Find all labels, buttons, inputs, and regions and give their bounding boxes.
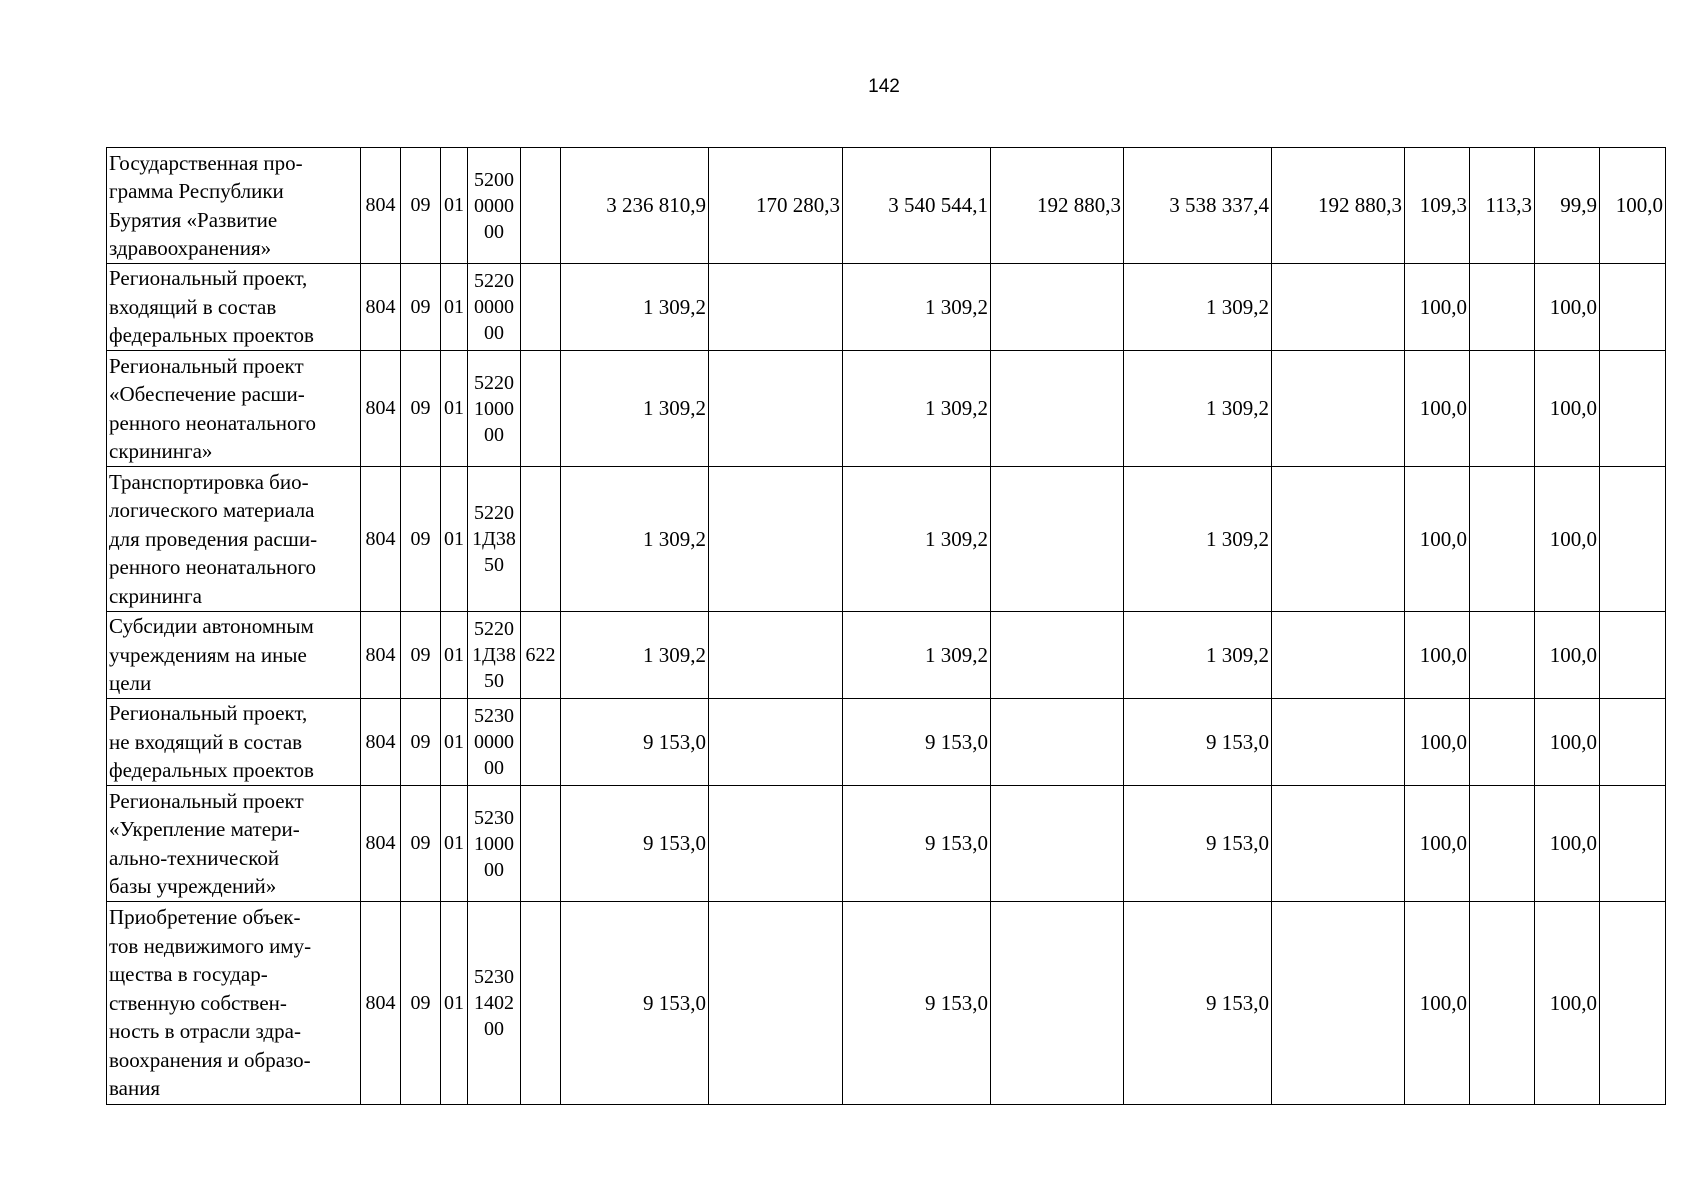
percent-cell-p1: 100,0 xyxy=(1405,612,1470,699)
target-article-cell xyxy=(468,786,521,902)
row-name-line: здравоохранения» xyxy=(109,236,272,260)
row-name-line: воохранения и образо- xyxy=(109,1047,311,1072)
page-number: 142 xyxy=(868,76,900,97)
row-name-line: «Укрепление матери- xyxy=(109,817,300,841)
target-article-part: 1Д38 xyxy=(472,528,516,550)
amount-cell-v2 xyxy=(709,351,843,467)
amount-cell-v4: 192 880,3 xyxy=(991,148,1124,264)
target-article-part: 5230 xyxy=(474,806,514,829)
subsection-cell: 01 xyxy=(441,351,468,467)
amount-cell-v3: 1 309,2 xyxy=(843,467,991,612)
row-name-cell xyxy=(107,148,361,264)
amount-cell-v2: 170 280,3 xyxy=(709,148,843,264)
subsection-cell: 01 xyxy=(441,264,468,351)
amount-cell-v6 xyxy=(1272,264,1405,351)
section-cell: 09 xyxy=(401,612,441,699)
row-name-line: Приобретение объек- xyxy=(109,905,301,930)
percent-cell-p1: 100,0 xyxy=(1405,902,1470,1105)
expense-type-cell xyxy=(521,786,561,902)
target-article-part: 5230 xyxy=(474,966,514,988)
percent-cell-p2 xyxy=(1470,351,1535,467)
subsection-cell: 01 xyxy=(441,467,468,612)
target-article-part: 00 xyxy=(484,423,504,446)
row-name-line: федеральных проектов xyxy=(109,323,314,348)
target-article-part: 00 xyxy=(484,1018,504,1040)
row-name-line: Бурятия «Развитие xyxy=(109,207,278,232)
expense-type-cell xyxy=(521,467,561,612)
row-name-line: федеральных проектов xyxy=(109,758,314,783)
amount-cell-v5: 1 309,2 xyxy=(1124,264,1272,351)
row-name-cell xyxy=(107,264,361,351)
percent-cell-p3: 100,0 xyxy=(1535,612,1600,699)
target-article-part: 1402 xyxy=(474,992,514,1014)
amount-cell-v3: 9 153,0 xyxy=(843,786,991,902)
target-article-part: 00 xyxy=(484,220,504,243)
amount-cell-v5: 9 153,0 xyxy=(1124,786,1272,902)
percent-cell-p2: 113,3 xyxy=(1470,148,1535,264)
row-name-cell xyxy=(107,786,361,902)
table-row xyxy=(107,351,1666,467)
row-name-line: «Обеспечение расши- xyxy=(109,382,305,406)
expense-type-cell xyxy=(521,148,561,264)
amount-cell-v6 xyxy=(1272,612,1405,699)
row-name-line: Транспортировка био- xyxy=(109,469,309,494)
expense-type-cell xyxy=(521,264,561,351)
row-name-line: логического материала xyxy=(109,498,315,523)
grbs-cell: 804 xyxy=(361,786,401,902)
target-article-part: 0000 xyxy=(474,731,514,753)
section-cell: 09 xyxy=(401,467,441,612)
section-cell: 09 xyxy=(401,351,441,467)
amount-cell-v4 xyxy=(991,786,1124,902)
grbs-cell: 804 xyxy=(361,264,401,351)
percent-cell-p4 xyxy=(1600,612,1666,699)
percent-cell-p3: 100,0 xyxy=(1535,264,1600,351)
target-article-part: 0000 xyxy=(474,296,514,318)
amount-cell-v2 xyxy=(709,786,843,902)
subsection-cell: 01 xyxy=(441,786,468,902)
subsection-cell: 01 xyxy=(441,148,468,264)
target-article-part: 00 xyxy=(484,757,504,779)
row-name-line: учреждениям на иные xyxy=(109,642,307,667)
amount-cell-v6 xyxy=(1272,467,1405,612)
amount-cell-v2 xyxy=(709,902,843,1105)
amount-cell-v4 xyxy=(991,902,1124,1105)
budget-table xyxy=(106,147,1666,1105)
target-article-cell xyxy=(468,699,521,786)
amount-cell-v6: 192 880,3 xyxy=(1272,148,1405,264)
target-article-cell xyxy=(468,902,521,1105)
amount-cell-v5: 3 538 337,4 xyxy=(1124,148,1272,264)
row-name-line: грамма Республики xyxy=(109,179,284,203)
row-name-line: для проведения расши- xyxy=(109,526,318,551)
table-row xyxy=(107,467,1666,612)
table-row xyxy=(107,264,1666,351)
target-article-part: 00 xyxy=(484,322,504,344)
percent-cell-p3: 100,0 xyxy=(1535,699,1600,786)
row-name-line: ственную собствен- xyxy=(109,990,287,1015)
percent-cell-p3: 99,9 xyxy=(1535,148,1600,264)
table-row xyxy=(107,786,1666,902)
percent-cell-p4 xyxy=(1600,264,1666,351)
row-name-line: Субсидии автономным xyxy=(109,614,314,639)
row-name-cell xyxy=(107,902,361,1105)
row-name-cell xyxy=(107,699,361,786)
percent-cell-p2 xyxy=(1470,902,1535,1105)
amount-cell-v5: 9 153,0 xyxy=(1124,902,1272,1105)
percent-cell-p2 xyxy=(1470,612,1535,699)
percent-cell-p4 xyxy=(1600,699,1666,786)
target-article-cell xyxy=(468,264,521,351)
expense-type-cell xyxy=(521,902,561,1105)
row-name-line: входящий в состав xyxy=(109,294,277,319)
row-name-line: базы учреждений» xyxy=(109,874,277,898)
amount-cell-v6 xyxy=(1272,902,1405,1105)
target-article-part: 5220 xyxy=(474,618,514,640)
amount-cell-v4 xyxy=(991,612,1124,699)
amount-cell-v1: 1 309,2 xyxy=(561,612,709,699)
percent-cell-p3: 100,0 xyxy=(1535,902,1600,1105)
table-row xyxy=(107,902,1666,1105)
target-article-cell xyxy=(468,467,521,612)
row-name-line: щества в государ- xyxy=(109,962,268,987)
subsection-cell: 01 xyxy=(441,902,468,1105)
section-cell: 09 xyxy=(401,699,441,786)
amount-cell-v3: 9 153,0 xyxy=(843,699,991,786)
row-name-line: тов недвижимого иму- xyxy=(109,933,312,958)
row-name-cell xyxy=(107,612,361,699)
amount-cell-v2 xyxy=(709,612,843,699)
amount-cell-v5: 1 309,2 xyxy=(1124,351,1272,467)
row-name-line: Региональный проект, xyxy=(109,701,308,726)
target-article-part: 5200 xyxy=(474,168,514,191)
percent-cell-p3: 100,0 xyxy=(1535,351,1600,467)
target-article-part: 5220 xyxy=(474,371,514,394)
target-article-part: 5220 xyxy=(474,270,514,292)
target-article-cell xyxy=(468,351,521,467)
row-name-cell xyxy=(107,467,361,612)
table-row xyxy=(107,699,1666,786)
amount-cell-v1: 1 309,2 xyxy=(561,351,709,467)
row-name-line: Региональный проект xyxy=(109,788,304,813)
subsection-cell: 01 xyxy=(441,699,468,786)
subsection-cell: 01 xyxy=(441,612,468,699)
amount-cell-v3: 9 153,0 xyxy=(843,902,991,1105)
section-cell: 09 xyxy=(401,148,441,264)
row-name-line: ренного неонатального xyxy=(109,555,317,580)
row-name-line: ально-технической xyxy=(109,845,280,870)
target-article-cell xyxy=(468,612,521,699)
percent-cell-p2 xyxy=(1470,264,1535,351)
row-name-line: Региональный проект xyxy=(109,353,304,378)
percent-cell-p2 xyxy=(1470,467,1535,612)
expense-type-cell: 622 xyxy=(521,612,561,699)
percent-cell-p2 xyxy=(1470,699,1535,786)
grbs-cell: 804 xyxy=(361,699,401,786)
amount-cell-v3: 1 309,2 xyxy=(843,612,991,699)
section-cell: 09 xyxy=(401,902,441,1105)
amount-cell-v1: 9 153,0 xyxy=(561,902,709,1105)
target-article-part: 1Д38 xyxy=(472,644,516,666)
amount-cell-v6 xyxy=(1272,786,1405,902)
percent-cell-p4: 100,0 xyxy=(1600,148,1666,264)
amount-cell-v5: 9 153,0 xyxy=(1124,699,1272,786)
row-name-line: Государственная про- xyxy=(109,150,303,175)
target-article-cell xyxy=(468,148,521,264)
amount-cell-v3: 1 309,2 xyxy=(843,351,991,467)
table-row xyxy=(107,612,1666,699)
percent-cell-p4 xyxy=(1600,902,1666,1105)
grbs-cell: 804 xyxy=(361,902,401,1105)
amount-cell-v5: 1 309,2 xyxy=(1124,612,1272,699)
amount-cell-v2 xyxy=(709,467,843,612)
row-name-line: цели xyxy=(109,671,152,696)
row-name-line: ность в отрасли здра- xyxy=(109,1019,301,1044)
row-name-line: вания xyxy=(109,1076,161,1101)
table-row xyxy=(107,148,1666,264)
percent-cell-p4 xyxy=(1600,786,1666,902)
amount-cell-v1: 1 309,2 xyxy=(561,467,709,612)
percent-cell-p3: 100,0 xyxy=(1535,467,1600,612)
target-article-part: 50 xyxy=(484,554,504,576)
amount-cell-v6 xyxy=(1272,699,1405,786)
expense-type-cell xyxy=(521,699,561,786)
target-article-part: 1000 xyxy=(474,832,514,855)
amount-cell-v3: 3 540 544,1 xyxy=(843,148,991,264)
target-article-part: 00 xyxy=(484,858,504,881)
percent-cell-p4 xyxy=(1600,467,1666,612)
amount-cell-v4 xyxy=(991,467,1124,612)
amount-cell-v1: 9 153,0 xyxy=(561,786,709,902)
section-cell: 09 xyxy=(401,264,441,351)
row-name-line: ренного неонатального xyxy=(109,410,317,435)
amount-cell-v6 xyxy=(1272,351,1405,467)
amount-cell-v1: 9 153,0 xyxy=(561,699,709,786)
grbs-cell: 804 xyxy=(361,612,401,699)
amount-cell-v2 xyxy=(709,264,843,351)
amount-cell-v1: 3 236 810,9 xyxy=(561,148,709,264)
row-name-line: скрининга xyxy=(109,583,202,608)
amount-cell-v5: 1 309,2 xyxy=(1124,467,1272,612)
percent-cell-p4 xyxy=(1600,351,1666,467)
percent-cell-p1: 100,0 xyxy=(1405,264,1470,351)
amount-cell-v3: 1 309,2 xyxy=(843,264,991,351)
percent-cell-p1: 100,0 xyxy=(1405,351,1470,467)
percent-cell-p2 xyxy=(1470,786,1535,902)
percent-cell-p1: 100,0 xyxy=(1405,699,1470,786)
row-name-line: Региональный проект, xyxy=(109,266,308,291)
grbs-cell: 804 xyxy=(361,467,401,612)
percent-cell-p3: 100,0 xyxy=(1535,786,1600,902)
amount-cell-v4 xyxy=(991,351,1124,467)
target-article-part: 1000 xyxy=(474,397,514,420)
percent-cell-p1: 100,0 xyxy=(1405,786,1470,902)
grbs-cell: 804 xyxy=(361,351,401,467)
target-article-part: 50 xyxy=(484,670,504,692)
grbs-cell: 804 xyxy=(361,148,401,264)
target-article-part: 5230 xyxy=(474,705,514,727)
row-name-line: скрининга» xyxy=(109,439,213,463)
section-cell: 09 xyxy=(401,786,441,902)
row-name-line: не входящий в состав xyxy=(109,729,303,754)
percent-cell-p1: 109,3 xyxy=(1405,148,1470,264)
amount-cell-v4 xyxy=(991,699,1124,786)
amount-cell-v4 xyxy=(991,264,1124,351)
percent-cell-p1: 100,0 xyxy=(1405,467,1470,612)
row-name-cell xyxy=(107,351,361,467)
amount-cell-v1: 1 309,2 xyxy=(561,264,709,351)
amount-cell-v2 xyxy=(709,699,843,786)
expense-type-cell xyxy=(521,351,561,467)
target-article-part: 0000 xyxy=(474,194,514,217)
target-article-part: 5220 xyxy=(474,502,514,524)
